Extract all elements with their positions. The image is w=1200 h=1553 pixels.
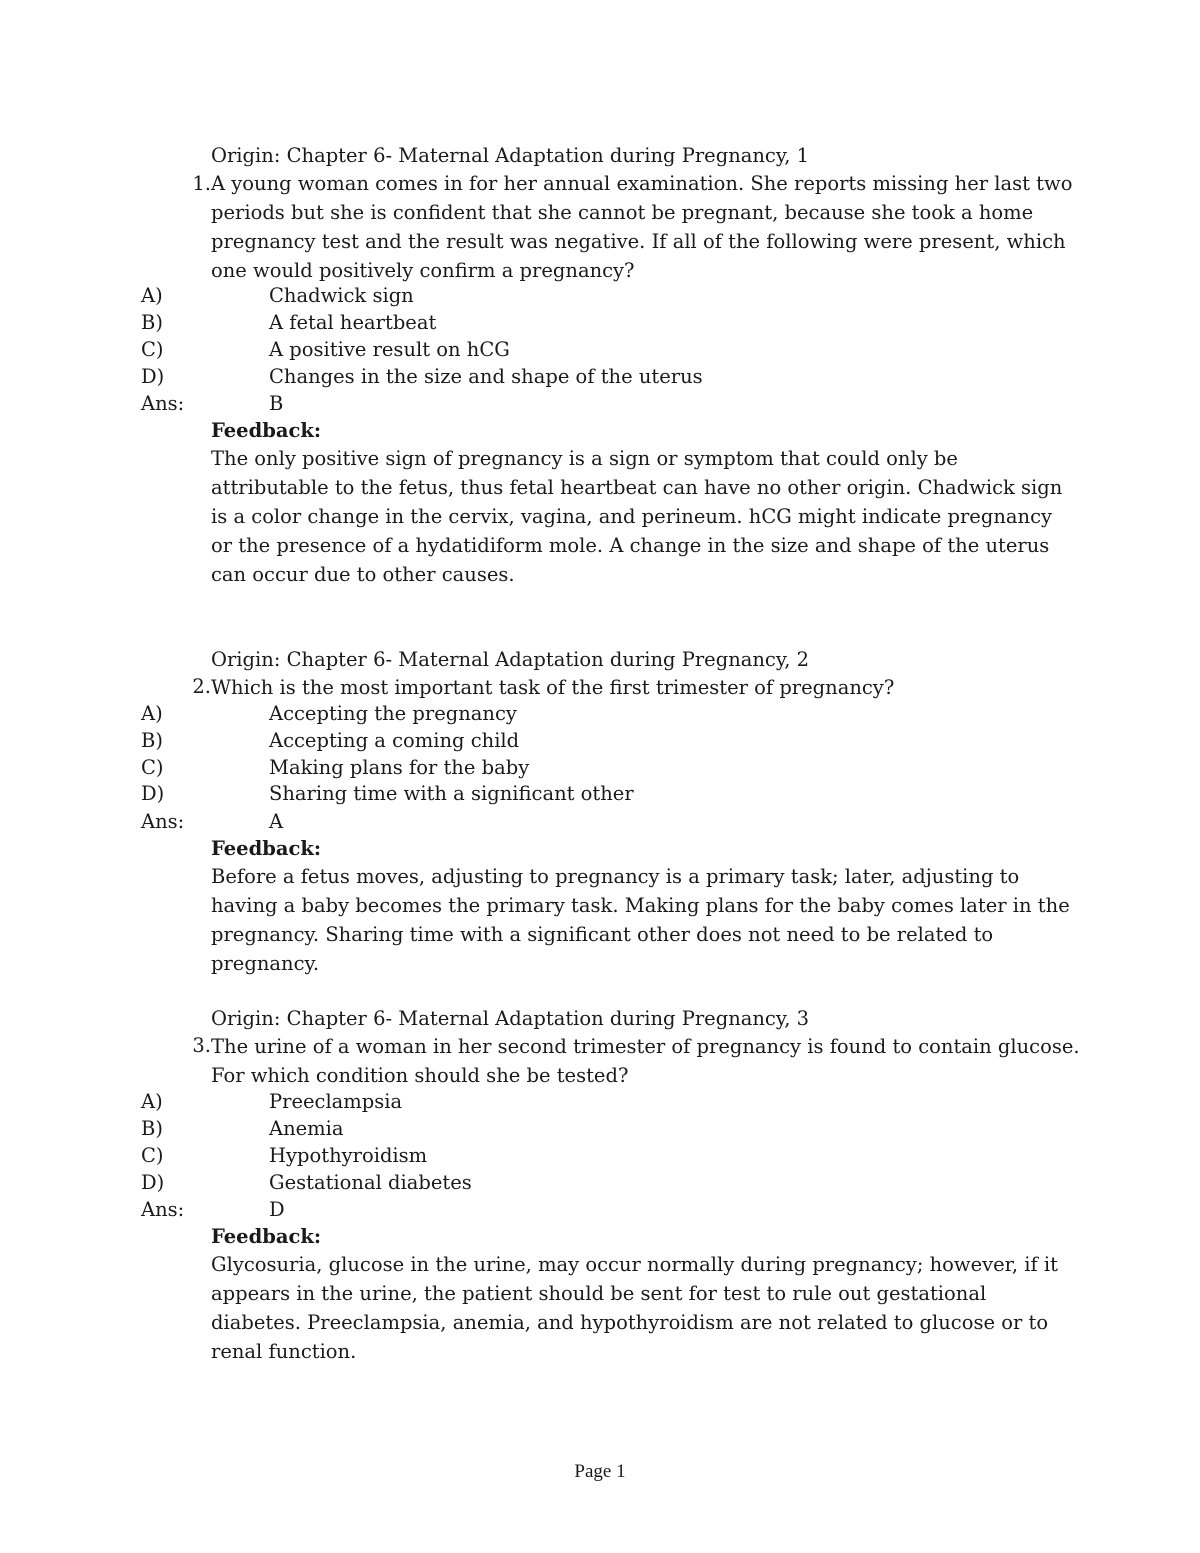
option-letter: C) <box>141 756 164 779</box>
option-letter: B) <box>141 729 163 752</box>
answer-label: Ans: <box>141 1198 185 1221</box>
answer-label: Ans: <box>141 810 185 833</box>
question-number: 1. <box>192 172 211 195</box>
feedback-heading: Feedback: <box>211 837 322 860</box>
option-letter: A) <box>141 1090 163 1113</box>
page-number: Page 1 <box>574 1461 626 1482</box>
answer-label: Ans: <box>141 392 185 415</box>
question-number: 3. <box>192 1034 211 1057</box>
option-text: Accepting a coming child <box>269 729 520 752</box>
question-origin: Origin: Chapter 6- Maternal Adaptation during Pregnancy, 3 <box>211 1007 810 1030</box>
option-letter: D) <box>141 365 165 388</box>
option-letter: C) <box>141 338 164 361</box>
option-text: Making plans for the baby <box>269 756 530 779</box>
option-letter: D) <box>141 1171 165 1194</box>
option-letter: A) <box>141 702 163 725</box>
option-letter: C) <box>141 1144 164 1167</box>
option-letter: B) <box>141 311 163 334</box>
option-letter: A) <box>141 284 163 307</box>
option-text: A fetal heartbeat <box>269 311 437 334</box>
option-text: Anemia <box>269 1117 344 1140</box>
feedback-text: The only positive sign of pregnancy is a sign or symptom that could only be attributable to the fetus, thus fetal heartbeat can have no other origin. Chadwick sign is a color change in the cervix, vagina, and perineum. hCG might indicate pregnancy or the presence of a hydatidiform mole. A change in the size and shape of the uterus can occur due to other causes. <box>211 447 1063 586</box>
answer-value: A <box>269 810 284 833</box>
option-letter: D) <box>141 782 165 805</box>
question-text: A young woman comes in for her annual examination. She reports missing her last two periods but she is confident that she cannot be pregnant, because she took a home pregnancy test and the result was negative. If all of the following were present, which one would positively confirm a pregnancy? <box>211 172 1073 282</box>
question-text: Which is the most important task of the first trimester of pregnancy? <box>211 676 895 699</box>
option-text: Changes in the size and shape of the uterus <box>269 365 703 388</box>
question-number: 2. <box>192 675 211 698</box>
option-text: Chadwick sign <box>269 284 414 307</box>
answer-value: B <box>269 392 284 415</box>
option-text: Accepting the pregnancy <box>269 702 517 725</box>
option-text: Hypothyroidism <box>269 1144 428 1167</box>
question-text: The urine of a woman in her second trimester of pregnancy is found to contain glucose. For which condition should she be tested? <box>211 1035 1080 1087</box>
feedback-text: Glycosuria, glucose in the urine, may occur normally during pregnancy; however, if it appears in the urine, the patient should be sent for test to rule out gestational diabetes. Preeclampsia, anemia, and hypothyroidism are not related to glucose or to renal function. <box>211 1253 1058 1363</box>
option-text: Sharing time with a significant other <box>269 782 634 805</box>
question-origin: Origin: Chapter 6- Maternal Adaptation during Pregnancy, 1 <box>211 144 810 167</box>
option-text: Preeclampsia <box>269 1090 403 1113</box>
question-origin: Origin: Chapter 6- Maternal Adaptation during Pregnancy, 2 <box>211 648 810 671</box>
option-text: A positive result on hCG <box>269 338 510 361</box>
answer-value: D <box>269 1198 285 1221</box>
option-text: Gestational diabetes <box>269 1171 472 1194</box>
feedback-text: Before a fetus moves, adjusting to pregnancy is a primary task; later, adjusting to having a baby becomes the primary task. Making plans for the baby comes later in the pregnancy. Sharing time with a significant other does not need to be related to pregnancy. <box>211 865 1070 975</box>
feedback-heading: Feedback: <box>211 419 322 442</box>
option-letter: B) <box>141 1117 163 1140</box>
feedback-heading: Feedback: <box>211 1225 322 1248</box>
